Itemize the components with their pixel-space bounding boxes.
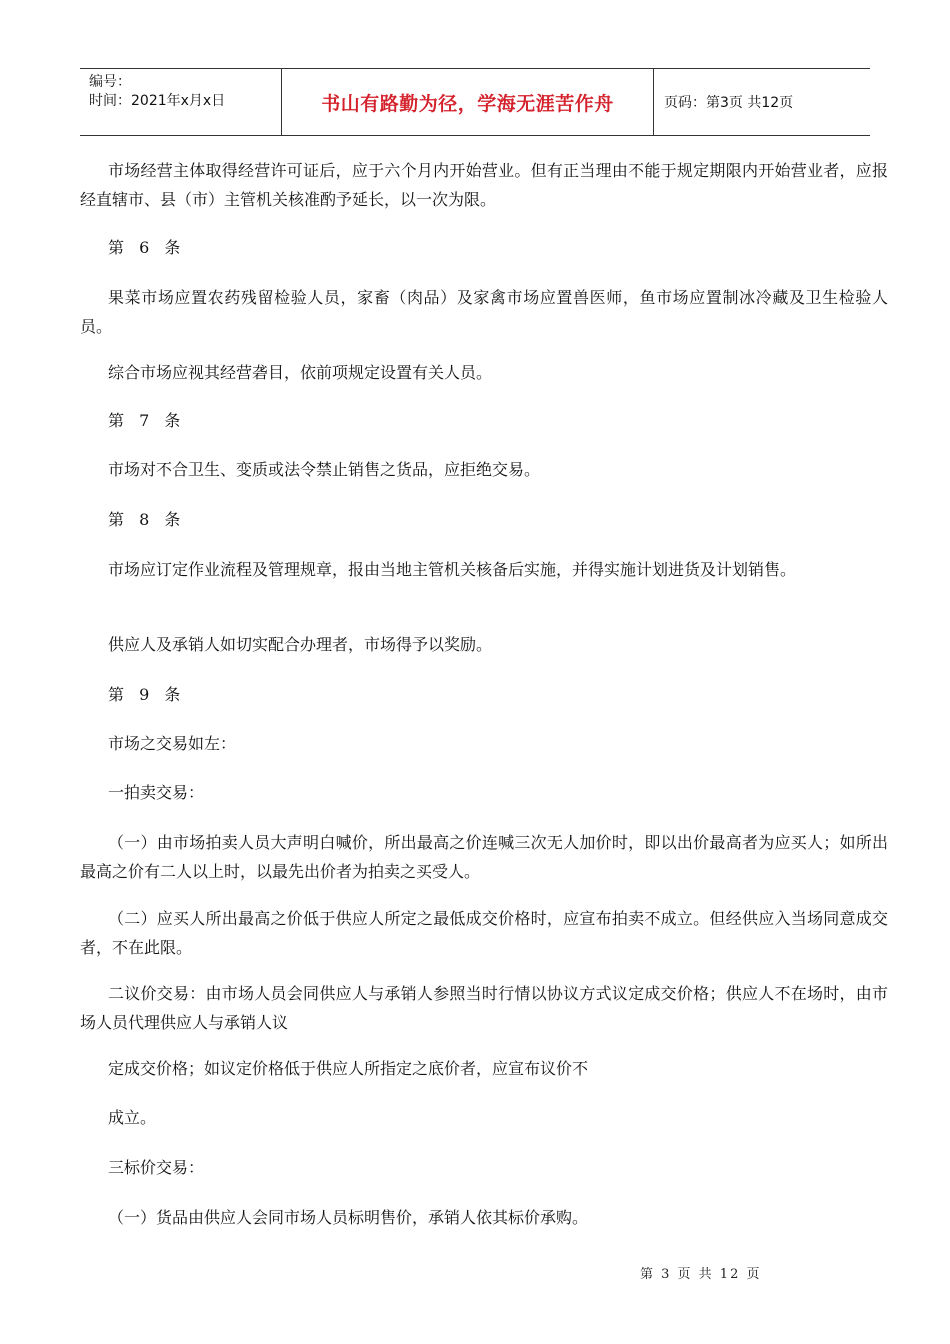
header-table — [80, 68, 870, 136]
article-heading: 第 9 条 — [108, 685, 186, 704]
paragraph: 果菜市场应置农药残留检验人员，家畜（肉品）及家禽市场应置兽医师，鱼市场应置制冰冷藏及卫生检验人员。 — [80, 288, 888, 336]
date-label: 时间：2021年x月x日 — [89, 93, 226, 109]
paragraph: 三标价交易： — [108, 1158, 205, 1177]
header-meta-cell — [80, 69, 282, 135]
paragraph: 市场对不合卫生、变质或法令禁止销售之货品，应拒绝交易。 — [108, 460, 541, 479]
header-motto: 书山有路勤为径，学海无涯苦作舟 — [282, 69, 654, 135]
article-heading: 第 7 条 — [108, 411, 186, 430]
paragraph: 一拍卖交易： — [108, 783, 205, 802]
paragraph: （二）应买人所出最高之价低于供应人所定之最低成交价格时，应宣布拍卖不成立。但经供应入当场同意成交者，不在此限。 — [80, 909, 888, 957]
paragraph: 市场之交易如左： — [108, 734, 237, 753]
paragraph: （一）由市场拍卖人员大声明白喊价，所出最高之价连喊三次无人加价时，即以出价最高者为应买人；如所出最高之价有二人以上时，以最先出价者为拍卖之买受人。 — [80, 833, 888, 881]
article-heading: 第 6 条 — [108, 238, 186, 257]
page-footer: 第 3 页 共 12 页 — [640, 1267, 762, 1282]
paragraph: 市场经营主体取得经营许可证后，应于六个月内开始营业。但有正当理由不能于规定期限内开始营业者，应报经直辖市、县（市）主管机关核准酌予延长，以一次为限。 — [80, 161, 888, 209]
paragraph: 成立。 — [108, 1108, 157, 1127]
paragraph: 供应人及承销人如切实配合办理者，市场得予以奖励。 — [108, 635, 493, 654]
paragraph: （一）货品由供应人会同市场人员标明售价，承销人依其标价承购。 — [108, 1208, 589, 1227]
paragraph: 市场应订定作业流程及管理规章，报由当地主管机关核备后实施，并得实施计划进货及计划销售。 — [108, 560, 797, 579]
paragraph: 综合市场应视其经营砻目，依前项规定设置有关人员。 — [108, 363, 493, 382]
header-page-info: 页码：第3页 共12页 — [664, 95, 794, 111]
article-heading: 第 8 条 — [108, 510, 186, 529]
paragraph: 二议价交易：由市场人员会同供应人与承销人参照当时行情以协议方式议定成交价格；供应人不在场时，由市场人员代理供应人与承销人议 — [80, 984, 888, 1032]
paragraph: 定成交价格；如议定价格低于供应人所指定之底价者，应宣布议价不 — [108, 1059, 589, 1078]
serial-label: 编号： — [89, 74, 131, 90]
